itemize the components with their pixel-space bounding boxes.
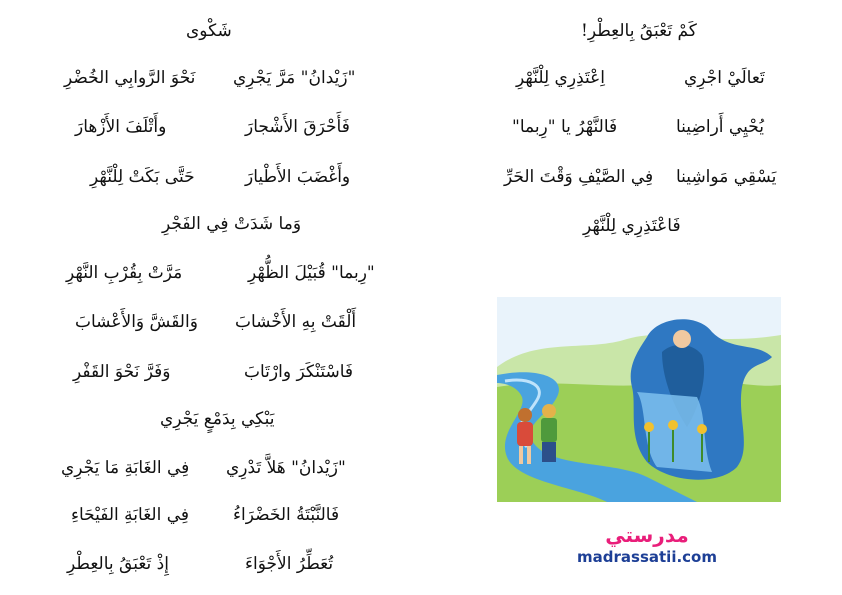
left-verse-7b: فِي الغَابَةِ مَا يَجْرِي (61, 458, 190, 478)
left-verse-8b: فِي الغَابَةِ الفَيْحَاءِ (71, 505, 190, 525)
right-closing-line: فَاعْتَذِرِي لِلْنَّهْرِ (583, 216, 681, 236)
left-verse-2b: وأَتْلَفَ الأَزْهارَ (75, 117, 167, 137)
left-verse-3a: وأَغْضَبَ الأَطْيارَ (245, 167, 351, 187)
left-verse-5a: أَلْقَتْ بِهِ الأَخْشابَ (235, 312, 357, 332)
right-verse-2b: فَالنَّهْرُ يا "رِبما" (512, 117, 618, 137)
left-verse-3b: حَتَّى بَكَتْ لِلْنَّهْرِ (90, 167, 195, 187)
left-verse-4b: مَرَّتْ بِقُرْبِ النَّهْرِ (66, 263, 183, 283)
left-verse-1a: "زَيْدانُ" مَرَّ يَجْرِي (233, 68, 356, 88)
right-verse-2a: يُحْيِي أَراضِينا (676, 117, 764, 137)
river-spirit-face (673, 330, 691, 348)
left-refrain-2: يَبْكِي بِدَمْعٍ يَجْرِي (160, 409, 275, 429)
left-verse-7a: "زَيْدانُ" هَلاَّ تَدْرِي (226, 458, 346, 478)
right-verse-1a: تَعالَيْ اجْرِي (684, 68, 765, 88)
right-verse-3b: فِي الصَّيْفِ وَقْتَ الحَرِّ (504, 167, 654, 187)
right-poem-title: كَمْ تَعْبَقُ بِالعِطْرِ! (581, 21, 697, 41)
left-verse-6a: فَاسْتَنْكَرَ وارْتَابَ (244, 362, 354, 382)
left-verse-4a: "رِبما" قُبَيْلَ الظُّهْرِ (248, 263, 375, 283)
left-verse-1b: نَحْوَ الرَّوابِي الخُضْرِ (64, 68, 196, 88)
left-verse-8a: فَالنَّبْتَةُ الخَضْرَاءُ (233, 505, 340, 525)
site-logo-url: madrassatii.com (577, 548, 717, 566)
right-verse-3a: يَسْقِي مَواشِينا (676, 167, 777, 187)
right-verse-1b: اِعْتَذِرِي لِلْنَّهْرِ (516, 68, 605, 88)
site-logo-arabic: مدرستي (605, 523, 689, 547)
left-verse-6b: وَفَرَّ نَحْوَ القَفْرِ (73, 362, 171, 382)
left-verse-2a: فَأَحْرَقَ الأَشْجارَ (245, 117, 350, 137)
river-illustration (497, 297, 781, 502)
left-verse-9a: تُعَطِّرُ الأَجْوَاءَ (245, 554, 334, 574)
left-verse-5b: وَالقَشَّ وَالأَعْشابَ (75, 312, 198, 332)
left-poem-title: شَكْوى (186, 21, 232, 41)
left-refrain-1: وَما شَدَتْ فِي الفَجْرِ (162, 214, 302, 234)
left-verse-9b: إِذْ تَعْبَقُ بِالعِطْرِ (67, 554, 169, 574)
